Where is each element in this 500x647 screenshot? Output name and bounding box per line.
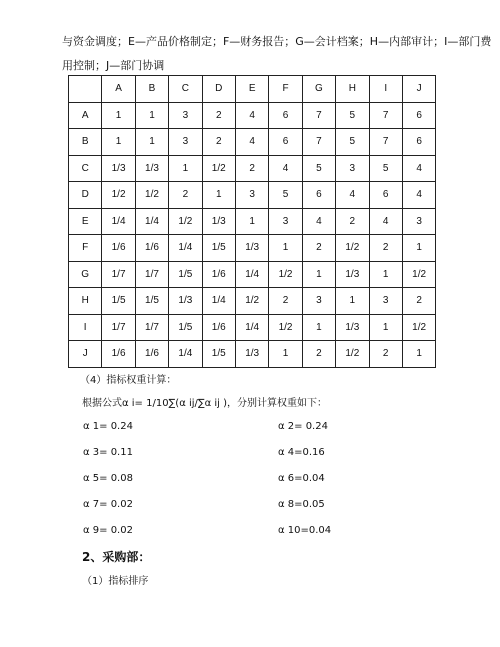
weight-value: α 3= 0.11: [83, 447, 133, 458]
matrix-cell: 3: [269, 208, 302, 235]
matrix-cell: 1: [135, 102, 168, 129]
matrix-cell: 2: [369, 341, 402, 368]
matrix-cell: 4: [269, 155, 302, 182]
matrix-cell: 4: [302, 208, 335, 235]
matrix-row-header: J: [69, 341, 102, 368]
matrix-cell: 2: [202, 129, 235, 156]
matrix-col-header: J: [402, 76, 435, 103]
matrix-cell: 3: [302, 288, 335, 315]
matrix-col-header: A: [102, 76, 135, 103]
matrix-col-header: C: [169, 76, 202, 103]
matrix-body: [69, 102, 436, 367]
matrix-row-header: C: [69, 155, 102, 182]
matrix-cell: 6: [269, 102, 302, 129]
intro-line: 用控制；J—部门协调: [62, 59, 165, 72]
matrix-cell: 2: [369, 235, 402, 262]
matrix-row: [69, 182, 436, 209]
matrix-cell: 1/6: [202, 314, 235, 341]
matrix-cell: 6: [402, 129, 435, 156]
matrix-cell: 1: [135, 129, 168, 156]
matrix-cell: 1/3: [235, 235, 268, 262]
matrix-cell: 1/2: [169, 208, 202, 235]
matrix-cell: 1/2: [135, 182, 168, 209]
matrix-cell: 3: [402, 208, 435, 235]
weight-value: α 4=0.16: [278, 447, 325, 458]
matrix-cell: 1: [269, 341, 302, 368]
matrix-row-header: G: [69, 261, 102, 288]
matrix-cell: 4: [369, 208, 402, 235]
matrix-cell: 1/4: [235, 314, 268, 341]
matrix-cell: 1: [302, 261, 335, 288]
matrix-cell: 1/2: [269, 261, 302, 288]
matrix-cell: 5: [369, 155, 402, 182]
weight-value: α 6=0.04: [278, 473, 325, 484]
matrix-row: [69, 235, 436, 262]
matrix-cell: 3: [235, 182, 268, 209]
matrix-row: [69, 288, 436, 315]
matrix-cell: 2: [169, 182, 202, 209]
weight-formula: 根据公式α i= 1/10∑(α ij/∑α ij )，分别计算权重如下：: [82, 398, 328, 409]
weight-value: α 10=0.04: [278, 525, 332, 536]
matrix-cell: 1/5: [135, 288, 168, 315]
matrix-cell: 1/7: [102, 314, 135, 341]
matrix-cell: 1/4: [102, 208, 135, 235]
matrix-cell: 4: [402, 155, 435, 182]
matrix-cell: 1: [202, 182, 235, 209]
matrix-cell: 1: [402, 341, 435, 368]
matrix-cell: 1/2: [202, 155, 235, 182]
matrix-row-header: F: [69, 235, 102, 262]
matrix-cell: 1: [235, 208, 268, 235]
matrix-cell: 3: [169, 129, 202, 156]
matrix-row: [69, 261, 436, 288]
matrix-col-header: B: [135, 76, 168, 103]
matrix-cell: 3: [336, 155, 369, 182]
matrix-cell: 1: [302, 314, 335, 341]
matrix-cell: 5: [336, 129, 369, 156]
matrix-col-header: F: [269, 76, 302, 103]
matrix-header-row: [69, 76, 436, 103]
matrix-row: [69, 314, 436, 341]
matrix-cell: 1/4: [202, 288, 235, 315]
matrix-cell: 1/5: [169, 261, 202, 288]
matrix-row: [69, 129, 436, 156]
matrix-row: [69, 155, 436, 182]
matrix-cell: 1/5: [169, 314, 202, 341]
matrix-cell: 1/4: [169, 235, 202, 262]
weight-calc-heading: （4）指标权重计算：: [80, 375, 177, 386]
weight-row: [83, 421, 423, 447]
matrix-cell: 1/2: [402, 314, 435, 341]
matrix-row: [69, 102, 436, 129]
matrix-row-header: E: [69, 208, 102, 235]
matrix-row-header: B: [69, 129, 102, 156]
matrix-cell: 1/7: [135, 314, 168, 341]
weight-row: [83, 473, 423, 499]
matrix-cell: 1/4: [235, 261, 268, 288]
matrix-cell: 5: [336, 102, 369, 129]
weight-value: α 2= 0.24: [278, 421, 328, 432]
matrix-cell: 4: [402, 182, 435, 209]
matrix-cell: 3: [169, 102, 202, 129]
weight-row: [83, 499, 423, 525]
matrix-cell: 1/7: [135, 261, 168, 288]
matrix-cell: 6: [269, 129, 302, 156]
matrix-cell: 2: [302, 341, 335, 368]
matrix-row-header: D: [69, 182, 102, 209]
matrix-corner-cell: [69, 76, 102, 103]
matrix-cell: 1/6: [102, 235, 135, 262]
matrix-cell: 4: [235, 129, 268, 156]
matrix-cell: 2: [269, 288, 302, 315]
weight-value: α 1= 0.24: [83, 421, 133, 432]
matrix-cell: 6: [302, 182, 335, 209]
matrix-cell: 1/3: [135, 155, 168, 182]
matrix-col-header: H: [336, 76, 369, 103]
matrix-col-header: E: [235, 76, 268, 103]
matrix-cell: 1: [102, 102, 135, 129]
matrix-cell: 1/2: [402, 261, 435, 288]
matrix-cell: 1/2: [336, 235, 369, 262]
matrix-cell: 6: [402, 102, 435, 129]
matrix-cell: 1/2: [336, 341, 369, 368]
matrix-cell: 1: [336, 288, 369, 315]
matrix-cell: 1/5: [202, 341, 235, 368]
matrix-row: [69, 208, 436, 235]
matrix-cell: 2: [202, 102, 235, 129]
matrix-cell: 1/7: [102, 261, 135, 288]
matrix-cell: 7: [302, 102, 335, 129]
section-heading: 2、采购部：: [82, 550, 151, 564]
matrix-row: [69, 341, 436, 368]
intro-paragraph: [62, 30, 492, 78]
matrix-cell: 1: [169, 155, 202, 182]
matrix-cell: 1/2: [269, 314, 302, 341]
matrix-cell: 1/5: [202, 235, 235, 262]
matrix-cell: 1/5: [102, 288, 135, 315]
weight-value: α 7= 0.02: [83, 499, 133, 510]
matrix-cell: 1: [102, 129, 135, 156]
matrix-cell: 1/6: [135, 341, 168, 368]
matrix-cell: 1/6: [202, 261, 235, 288]
matrix-cell: 7: [369, 129, 402, 156]
matrix-cell: 7: [302, 129, 335, 156]
weight-row: [83, 447, 423, 473]
matrix-cell: 1/3: [202, 208, 235, 235]
matrix-row-header: H: [69, 288, 102, 315]
matrix-cell: 1: [402, 235, 435, 262]
matrix-cell: 4: [336, 182, 369, 209]
matrix-cell: 1/3: [336, 314, 369, 341]
weight-value: α 5= 0.08: [83, 473, 133, 484]
matrix-cell: 2: [402, 288, 435, 315]
matrix-cell: 1/3: [336, 261, 369, 288]
matrix-cell: 1/4: [169, 341, 202, 368]
pairwise-comparison-matrix: [68, 75, 436, 368]
intro-line: 与资金调度；E—产品价格制定；F—财务报告；G—会计档案；H—内部审计；I—部门费: [62, 35, 492, 48]
matrix-cell: 1/3: [102, 155, 135, 182]
matrix-cell: 1: [369, 261, 402, 288]
matrix-cell: 5: [302, 155, 335, 182]
matrix-cell: 3: [369, 288, 402, 315]
matrix-cell: 4: [235, 102, 268, 129]
matrix-col-header: G: [302, 76, 335, 103]
matrix-cell: 1/2: [102, 182, 135, 209]
matrix-cell: 2: [302, 235, 335, 262]
matrix-row-header: I: [69, 314, 102, 341]
matrix-cell: 1: [269, 235, 302, 262]
weight-value: α 8=0.05: [278, 499, 325, 510]
matrix-cell: 1/2: [235, 288, 268, 315]
matrix-cell: 7: [369, 102, 402, 129]
matrix-cell: 2: [336, 208, 369, 235]
matrix-cell: 1/6: [135, 235, 168, 262]
matrix-row-header: A: [69, 102, 102, 129]
matrix-cell: 1/3: [169, 288, 202, 315]
weight-results: [83, 421, 423, 551]
matrix-cell: 1: [369, 314, 402, 341]
matrix-cell: 1/3: [235, 341, 268, 368]
matrix-col-header: D: [202, 76, 235, 103]
weight-value: α 9= 0.02: [83, 525, 133, 536]
matrix-cell: 2: [235, 155, 268, 182]
matrix-col-header: I: [369, 76, 402, 103]
subsection-heading: （1）指标排序: [82, 576, 149, 587]
matrix-cell: 5: [269, 182, 302, 209]
matrix-cell: 1/4: [135, 208, 168, 235]
matrix-cell: 6: [369, 182, 402, 209]
matrix-cell: 1/6: [102, 341, 135, 368]
